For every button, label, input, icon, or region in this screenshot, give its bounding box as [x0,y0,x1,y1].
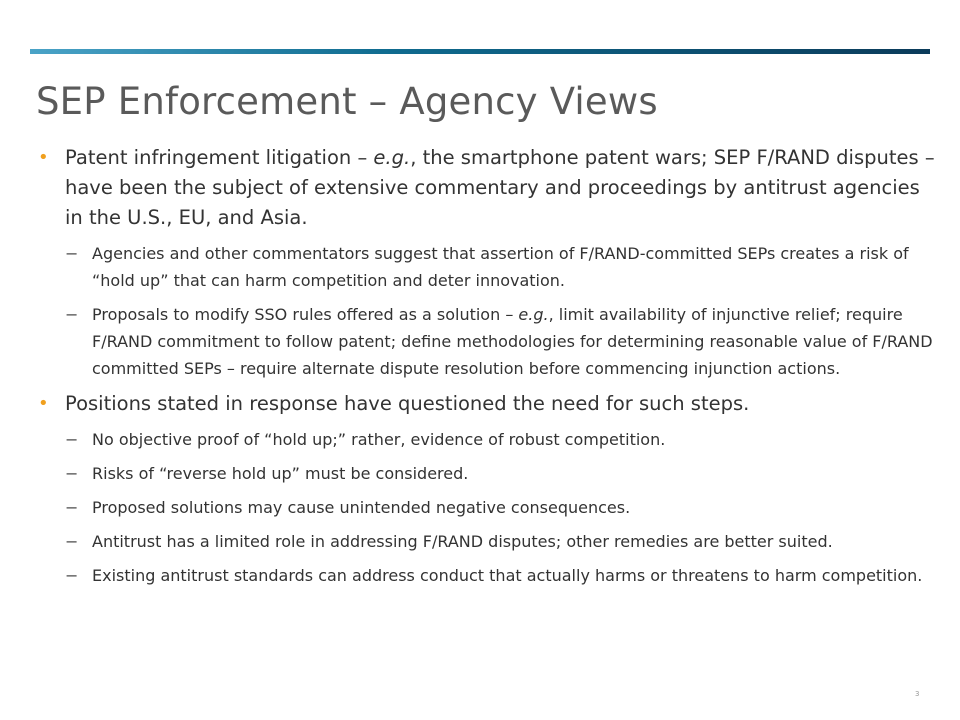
header-rule [30,49,930,54]
bullet-marker: • [38,147,49,168]
sub-text: Proposed solutions may cause unintended negative consequences. [92,498,631,517]
sub-text: Risks of “reverse hold up” must be considered. [92,464,469,483]
page-number: 3 [915,690,920,698]
sub-item-sso-proposals: − Proposals to modify SSO rules offered as a solution – e.g., limit availability of injunctive relief; require F/RAND commitment to follow patent; define methodologies for determining reasonable value of F/RAND committed SEPs – require alternate dispute resolution before commencing injunction actions. [38,301,938,382]
bullet-marker: • [38,393,49,414]
sub-item-unintended-consequences [38,494,938,521]
sub-list-agency [38,240,938,382]
sub-item-existing-standards [38,562,938,589]
sub-marker: − [65,244,79,263]
sub-marker: − [65,498,79,517]
sub-text: Proposals to modify SSO rules offered as a solution – [92,305,519,324]
sub-marker: − [65,532,79,551]
sub-item-hold-up-risk [38,240,938,294]
sub-text: Agencies and other commentators suggest that assertion of F/RAND-committed SEPs creates a risk of “hold up” that can harm competition and deter innovation. [92,244,909,290]
slide-title: SEP Enforcement – Agency Views [36,80,658,123]
sub-marker: − [65,305,79,324]
sub-marker: − [65,464,79,483]
slide-content [38,143,938,596]
bullet-text: Patent infringement litigation – e.g., the smartphone patent wars; SEP F/RAND disputes – have been the subject of extensive commentary and proceedings by antitrust agencies in the U.S., EU, and Asia. [65,146,935,229]
sub-item-reverse-hold-up [38,460,938,487]
sub-marker: − [65,430,79,449]
sub-text: Antitrust has a limited role in addressing F/RAND disputes; other remedies are better suited. [92,532,833,551]
sub-list-responses [38,426,938,589]
sub-item-limited-role [38,528,938,555]
sub-text: Existing antitrust standards can address conduct that actually harms or threatens to harm competition. [92,566,923,585]
bullet-agency-commentary [38,143,938,233]
sub-marker: − [65,566,79,585]
sub-item-no-proof [38,426,938,453]
bullet-text: Positions stated in response have questioned the need for such steps. [65,392,750,415]
sub-text: No objective proof of “hold up;” rather, evidence of robust competition. [92,430,666,449]
bullet-responses [38,389,938,419]
